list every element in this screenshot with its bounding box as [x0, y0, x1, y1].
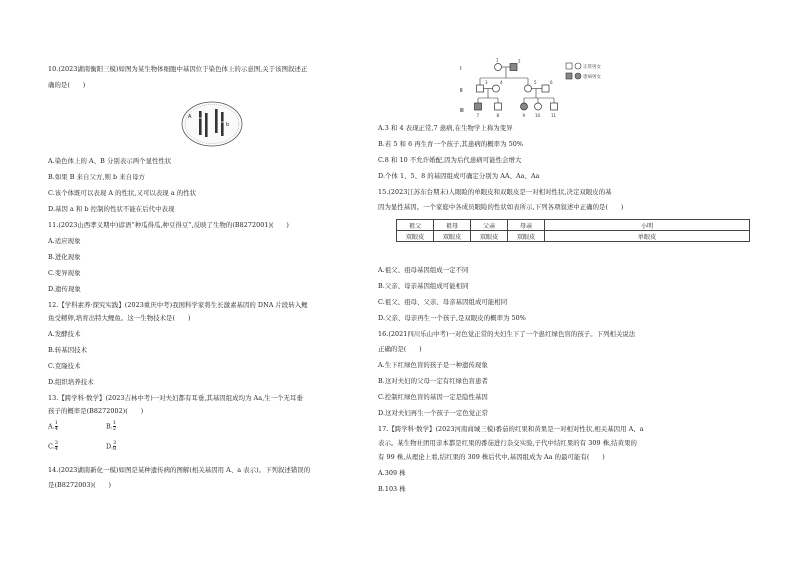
legend-normal-label: 正常男女	[583, 65, 601, 70]
individual-8	[495, 103, 502, 110]
chromosome-cell-figure	[180, 100, 244, 148]
svg-text:3: 3	[485, 80, 488, 85]
q10-stem-line2: 确的是( )	[48, 81, 86, 89]
q17-stem-line2: 表示。某生物社团用亲本都是红果的番茄进行杂交实验,子代中结红果的有 309 株,结黄果的	[378, 439, 637, 447]
table-header-row	[397, 220, 750, 231]
q17-stem-line1: 17.【跨学科·数学】(2023河南商城三模)番茄的红果和黄果是一对相对性状,相关基因用 A、a	[378, 425, 644, 433]
q10-option-c: C.该个体既可以表现 A 的性状,又可以表现 a 的性状	[48, 189, 197, 197]
q15-option-a: A.祖父、祖母基因组成一定不同	[378, 266, 469, 274]
q11-option-a: A.适应现象	[48, 237, 81, 245]
q14-stem-line1: 14.(2023湖南新化一模)如图是某种遗传病的图解(相关基因用 A、a 表示)。下列叙述错误的	[48, 466, 311, 474]
individual-1	[495, 64, 502, 71]
gene-label-b: b	[226, 122, 230, 128]
q12-option-a: A.发酵技术	[48, 330, 81, 338]
pedigree-chart	[458, 58, 638, 122]
q16-stem-line2: 正确的是( )	[378, 345, 422, 353]
q13-option-b: B. $\frac{1}{2}$	[106, 420, 117, 432]
table-header-cell: 父亲	[471, 220, 508, 231]
q15-option-c: C.祖父、祖母、父亲、母亲基因组成可能相同	[378, 298, 508, 306]
svg-text:5: 5	[534, 80, 537, 85]
q16-option-a: A.生下红绿色盲的孩子是一种遗传现象	[378, 361, 488, 369]
q13-option-a: A. $\frac{1}{4}$	[48, 420, 58, 432]
individual-3	[477, 85, 484, 92]
individual-7	[475, 103, 482, 110]
table-cell: 双眼皮	[471, 231, 508, 242]
svg-text:11: 11	[551, 113, 557, 118]
svg-text:7: 7	[476, 113, 480, 118]
table-cell: 双眼皮	[508, 231, 545, 242]
q12-option-b: B.转基因技术	[48, 346, 88, 354]
chromosome-2	[205, 113, 208, 137]
q16-stem-line1: 16.(2021四川乐山中考)一对色觉正常的夫妇生下了一个患红绿色盲的孩子。下列相关说法	[378, 330, 636, 338]
chromosome-1	[199, 111, 202, 135]
q12-option-d: D.组织培养技术	[48, 378, 94, 386]
gen-label-3: Ⅲ	[460, 108, 464, 114]
q11-stem: 11.(2023山西孝义期中)谚语“种瓜得瓜,种豆得豆”,反映了生物的(B8272001)( )	[48, 221, 289, 229]
individual-11	[551, 103, 558, 110]
q15-eyelid-table	[396, 219, 750, 242]
gen-label-2: Ⅱ	[460, 88, 463, 94]
q16-option-c: C.控制红绿色盲的基因一定是隐性基因	[378, 393, 488, 401]
table-header-cell: 母亲	[508, 220, 545, 231]
individual-10	[535, 103, 542, 110]
table-header-cell: 小明	[545, 220, 750, 231]
q10-option-b: B.如果 B 来自父方,则 b 来自母方	[48, 173, 145, 181]
q12-option-c: C.克隆技术	[48, 362, 81, 370]
individual-4	[493, 85, 500, 92]
q11-option-d: D.遗传现象	[48, 285, 81, 293]
legend-affected-female-icon	[575, 73, 581, 79]
q17-option-b: B.103 株	[378, 485, 406, 493]
svg-text:10: 10	[535, 113, 541, 118]
svg-text:9: 9	[522, 113, 526, 118]
q10-option-d: D.基因 a 和 b 控制的性状不能在后代中表现	[48, 205, 175, 213]
q16-option-b: B.这对夫妇的父母一定有红绿色盲患者	[378, 377, 488, 385]
q14-stem-line2: 是(B8272003)( )	[48, 481, 112, 489]
legend-affected-male-icon	[566, 73, 572, 79]
q16-option-d: D.这对夫妇再生一个孩子一定色觉正常	[378, 409, 489, 417]
svg-text:8: 8	[496, 113, 500, 118]
table-cell: 双眼皮	[434, 231, 471, 242]
q13-stem-line2: 孩子的概率是(B8272002)( )	[48, 407, 144, 415]
q15-option-b: B.父亲、母亲基因组成可能相同	[378, 282, 469, 290]
q14-option-b: B.若 5 和 6 再生育一个孩子,其患病的概率为 50%	[378, 140, 523, 148]
table-cell: 单眼皮	[545, 231, 750, 242]
table-header-cell: 祖父	[397, 220, 434, 231]
chromosome-3	[215, 109, 218, 133]
legend-affected-label: 患病男女	[583, 75, 601, 80]
individual-9	[521, 103, 528, 110]
gen-label-1: Ⅰ	[460, 66, 462, 72]
q14-option-c: C.8 和 10 不允许婚配,因为后代患病可能性会增大	[378, 156, 522, 164]
chromosome-4	[221, 112, 224, 136]
q11-option-b: B.进化现象	[48, 253, 81, 261]
gene-label-a: A	[188, 114, 192, 120]
table-cell: 双眼皮	[397, 231, 434, 242]
q15-stem-line1: 15.(2023江苏东台期末)人眼睑的单眼皮和双眼皮是一对相对性状,决定双眼皮的基	[378, 188, 612, 196]
q13-option-d: D. $\frac{3}{8}$	[106, 440, 117, 452]
svg-text:6: 6	[550, 80, 553, 85]
q10-option-a: A.染色体上的 A、B 分别表示两个显性性状	[48, 157, 172, 165]
q14-option-a: A.3 和 4 表现正常,7 患病,在生物学上称为变异	[378, 124, 513, 132]
svg-text:1: 1	[496, 58, 499, 63]
q14-option-d: D.个体 1、5、8 的基因组成可确定分别为 AA、Aa、Aa	[378, 172, 540, 180]
q12-stem-line2: 鱼受精卵,培育出特大鲤鱼。这一生物技术是( )	[48, 314, 191, 322]
svg-text:4: 4	[500, 80, 503, 85]
svg-text:2: 2	[518, 58, 521, 64]
q13-stem-line1: 13.【跨学科·数学】(2023吉林中考)一对夫妇都有耳垂,其基因组成均为 Aa,生一个无耳垂	[48, 394, 303, 402]
individual-5	[525, 85, 532, 92]
q10-stem-line1: 10.(2023湖南衡阳三模)如图为某生物体细胞中基因位于染色体上的示意图,关于该图叙述正	[48, 65, 308, 73]
legend-normal-female-icon	[575, 63, 581, 69]
q12-stem-line1: 12.【学科素养·探究实践】(2023重庆中考)我国科学家将生长激素基因的 DNA 片段转入鲤	[48, 301, 308, 309]
q11-option-c: C.变异现象	[48, 269, 81, 277]
table-row	[397, 231, 750, 242]
legend-normal-male-icon	[566, 63, 572, 69]
q17-stem-line3: 有 99 株,从理论上看,结红果的 309 株后代中,基因组成为 Aa 的最可能有( )	[378, 453, 605, 461]
q15-option-d: D.父亲、母亲再生一个孩子,是双眼皮的概率为 50%	[378, 314, 526, 322]
q13-option-c: C. $\frac{3}{4}$	[48, 440, 59, 452]
q15-stem-line2: 因为显性基因。一个家庭中各成员眼睑的性状如表所示,下列各项叙述中正确的是( )	[378, 203, 624, 211]
individual-6	[542, 85, 549, 92]
individual-2	[510, 64, 517, 71]
table-header-cell: 祖母	[434, 220, 471, 231]
q17-option-a: A.309 株	[378, 469, 406, 477]
